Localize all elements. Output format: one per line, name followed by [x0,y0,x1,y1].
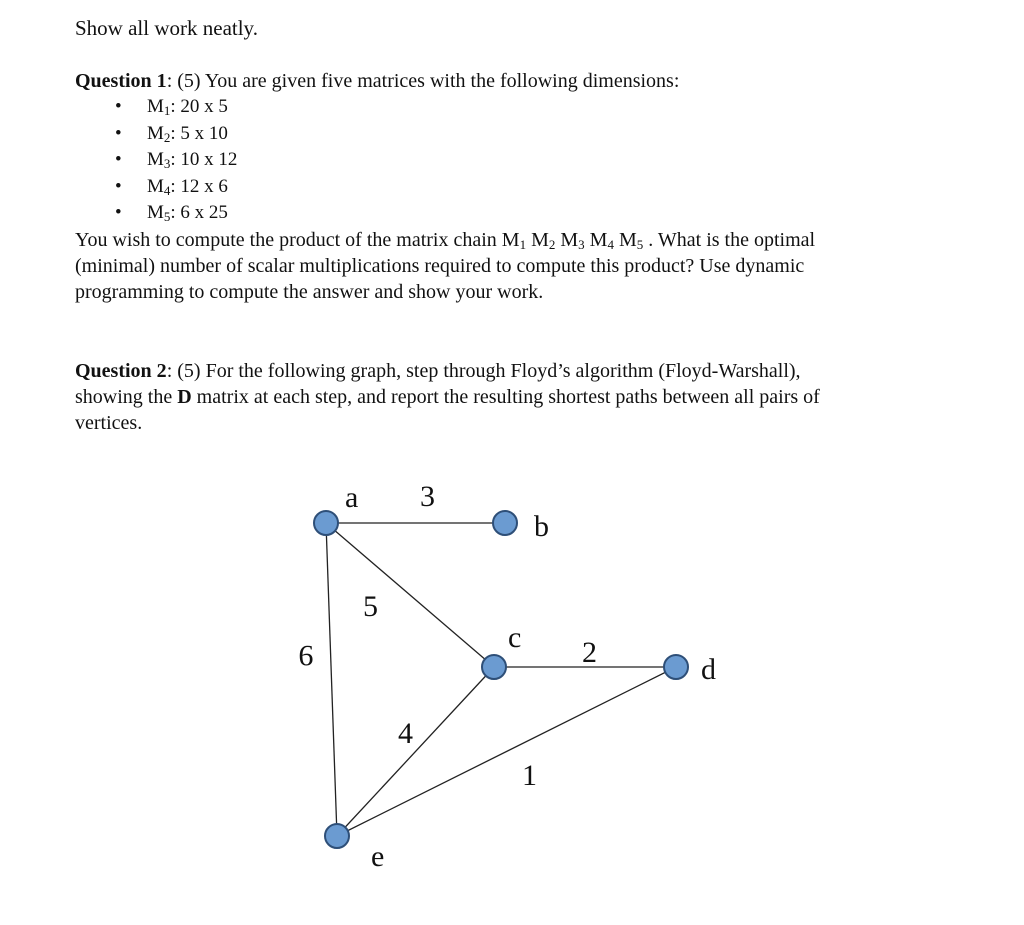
vertex-label-d: d [701,653,716,686]
weight-c-e: 4 [398,717,413,750]
vertex-e [325,824,349,848]
question-2-text-line-3: vertices. [75,412,143,434]
edge-e-d [337,667,676,836]
edge-a-e [326,523,337,836]
matrix-item: • $M_2$: 5 x 10 [115,122,228,145]
question-2-text-line-2: showing the D matrix at each step, and report the resulting shortest paths between all pairs of [75,386,820,408]
question-1-header: Question 1: (5) You are given five matrices with the following dimensions: [75,70,680,92]
vertex-a [314,511,338,535]
matrix-item: • $M_4$: 12 x 6 [115,175,228,198]
question-1-text-line-1: You wish to compute the product of the matrix chain $M_1$ $M_2$ $M_3$ $M_4$ $M_5$ . What is the optimal [75,228,816,252]
vertex-b [493,511,517,535]
matrix-item: • $M_5$: 6 x 25 [115,202,228,224]
weight-a-e: 9 [298,639,314,672]
question-1-text-line-2: (minimal) number of scalar multiplications required to compute this product? Use dynamic [75,254,805,277]
question-1-text-line-3: programming to compute the answer and show your work. [75,280,544,303]
vertex-label-c: c [508,621,522,654]
vertex-label-b: b [534,510,549,543]
matrix-item: • $M_3$: 10 x 12 [115,149,238,171]
graph-edges [326,523,676,836]
weight-a-c: 5 [363,590,378,623]
vertex-labels [345,481,716,873]
question-2-text-line-1: Question 2: (5) For the following graph, step through Floyd’s algorithm (Floyd-Warshall), [75,360,801,382]
question-1-prompt: (5) You are given five matrices with the following dimensions: [172,70,680,92]
weight-e-d: 1 [522,759,537,792]
edge-c-e [337,667,494,836]
vertex-c [482,655,506,679]
edge-weights [299,480,598,792]
vertex-d [664,655,688,679]
edge-a-c [326,523,494,667]
weight-c-d: 2 [582,636,597,669]
question-1-label: Question 1 [75,70,167,92]
matrix-item: • $M_1$: 20 x 5 [115,96,228,118]
vertex-label-e: e [371,840,385,873]
question-2-label: Question 2 [75,360,167,382]
weight-a-b: 3 [420,480,435,513]
vertex-label-a: a [345,481,359,514]
instructions: Show all work neatly. [75,16,258,40]
